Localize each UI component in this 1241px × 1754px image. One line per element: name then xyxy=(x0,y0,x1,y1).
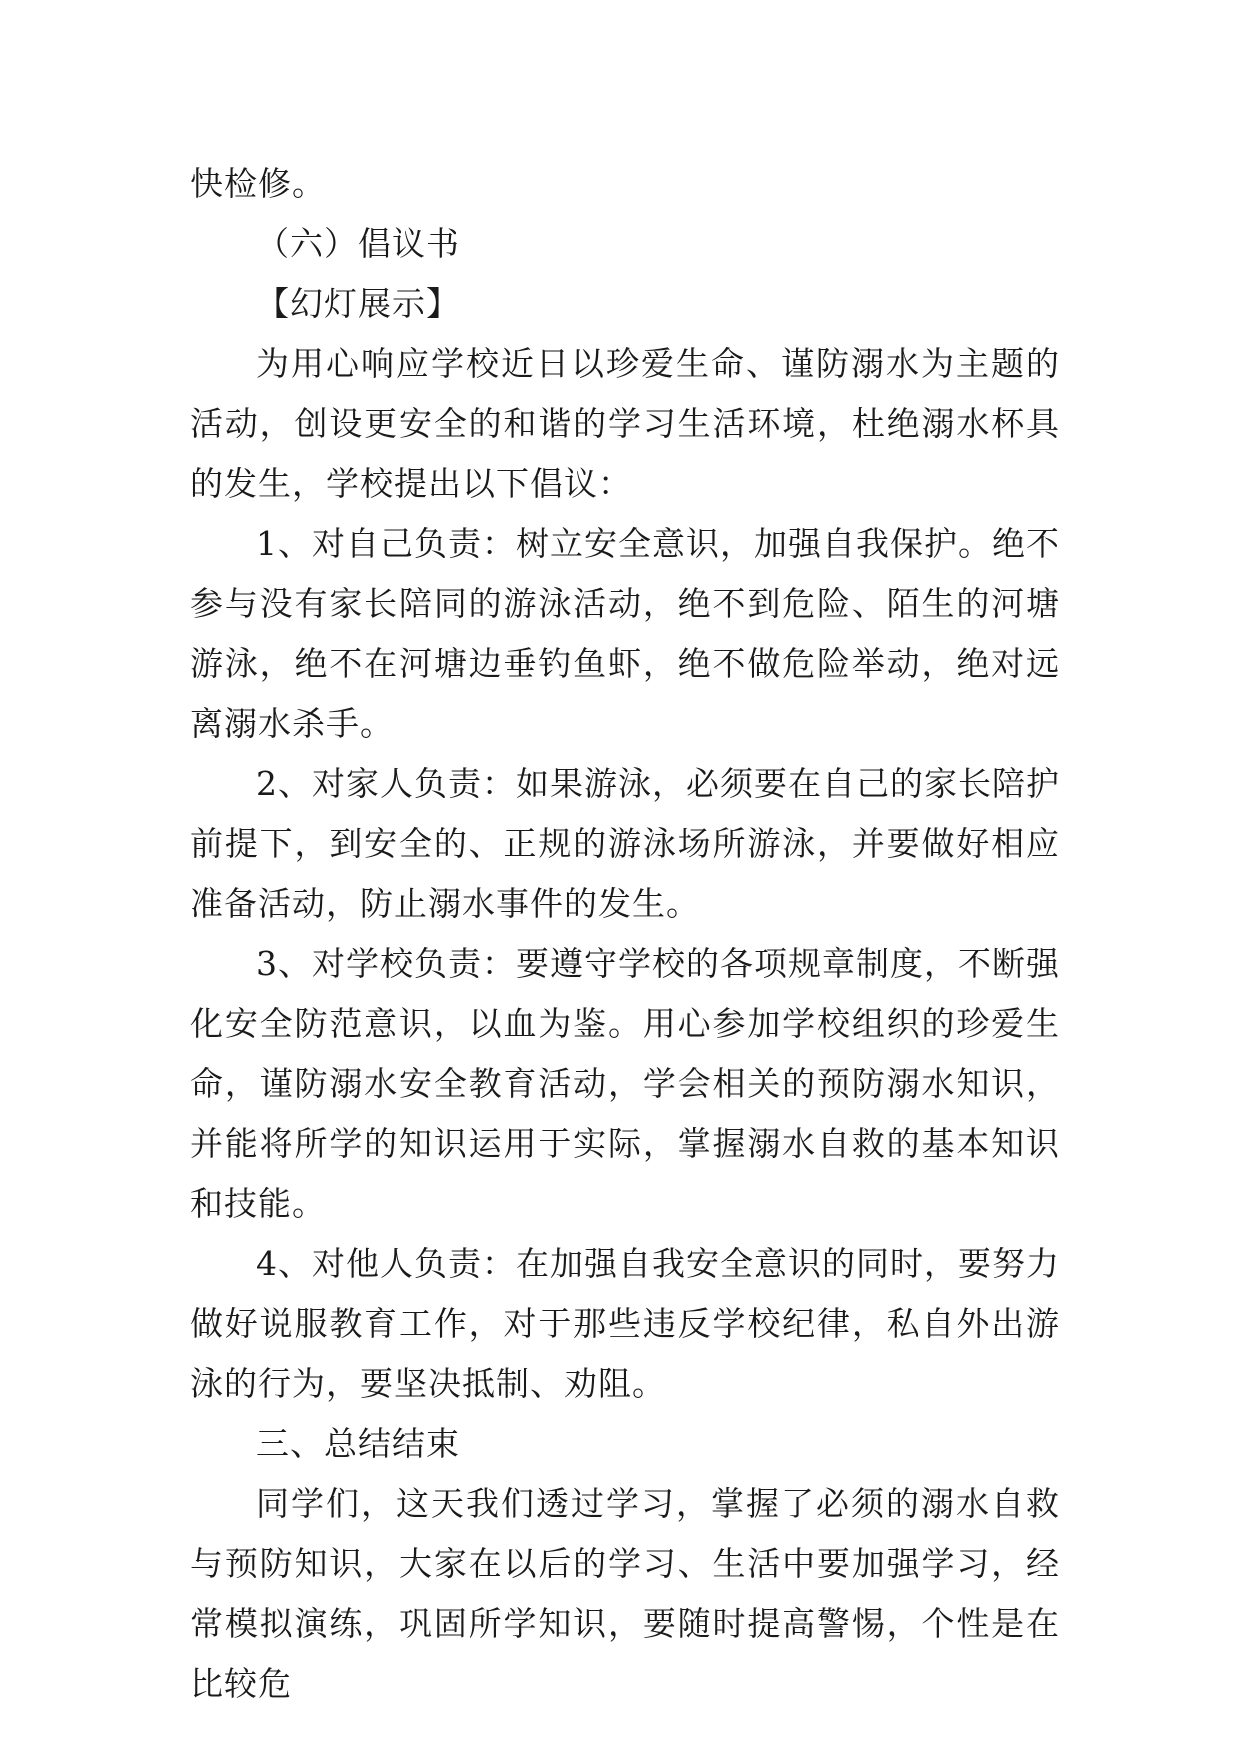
document-body xyxy=(190,154,1060,1714)
paragraph-intro: 为用心响应学校近日以珍爱生命、谨防溺水为主题的活动，创设更安全的和谐的学习生活环境，杜绝溺水杯具的发生，学校提出以下倡议： xyxy=(190,344,1060,503)
paragraph-conclusion: 同学们，这天我们透过学习，掌握了必须的溺水自救与预防知识，大家在以后的学习、生活中要加强学习，经常模拟演练，巩固所学知识，要随时提高警惕，个性是在比较危 xyxy=(190,1484,1060,1703)
slide-label: 【幻灯展示】 xyxy=(256,284,460,323)
paragraph-item-4: 4、对他人负责：在加强自我安全意识的同时，要努力做好说服教育工作，对于那些违反学校纪律，私自外出游泳的行为，要坚决抵制、劝阻。 xyxy=(190,1244,1060,1403)
paragraph-continuation: 快检修。 xyxy=(190,164,326,203)
paragraph-item-1: 1、对自己负责：树立安全意识，加强自我保护。绝不参与没有家长陪同的游泳活动，绝不到危险、陌生的河塘游泳，绝不在河塘边垂钓鱼虾，绝不做危险举动，绝对远离溺水杀手。 xyxy=(190,524,1060,743)
paragraph-item-2: 2、对家人负责：如果游泳，必须要在自己的家长陪护前提下，到安全的、正规的游泳场所游泳，并要做好相应准备活动，防止溺水事件的发生。 xyxy=(190,764,1060,923)
paragraph-item-3: 3、对学校负责：要遵守学校的各项规章制度，不断强化安全防范意识，以血为鉴。用心参加学校组织的珍爱生命，谨防溺水安全教育活动，学会相关的预防溺水知识，并能将所学的知识运用于实际，掌握溺水自救的基本知识和技能。 xyxy=(190,944,1060,1223)
section-heading-summary: 三、总结结束 xyxy=(256,1424,460,1463)
section-heading-proposal: （六）倡议书 xyxy=(256,224,460,263)
